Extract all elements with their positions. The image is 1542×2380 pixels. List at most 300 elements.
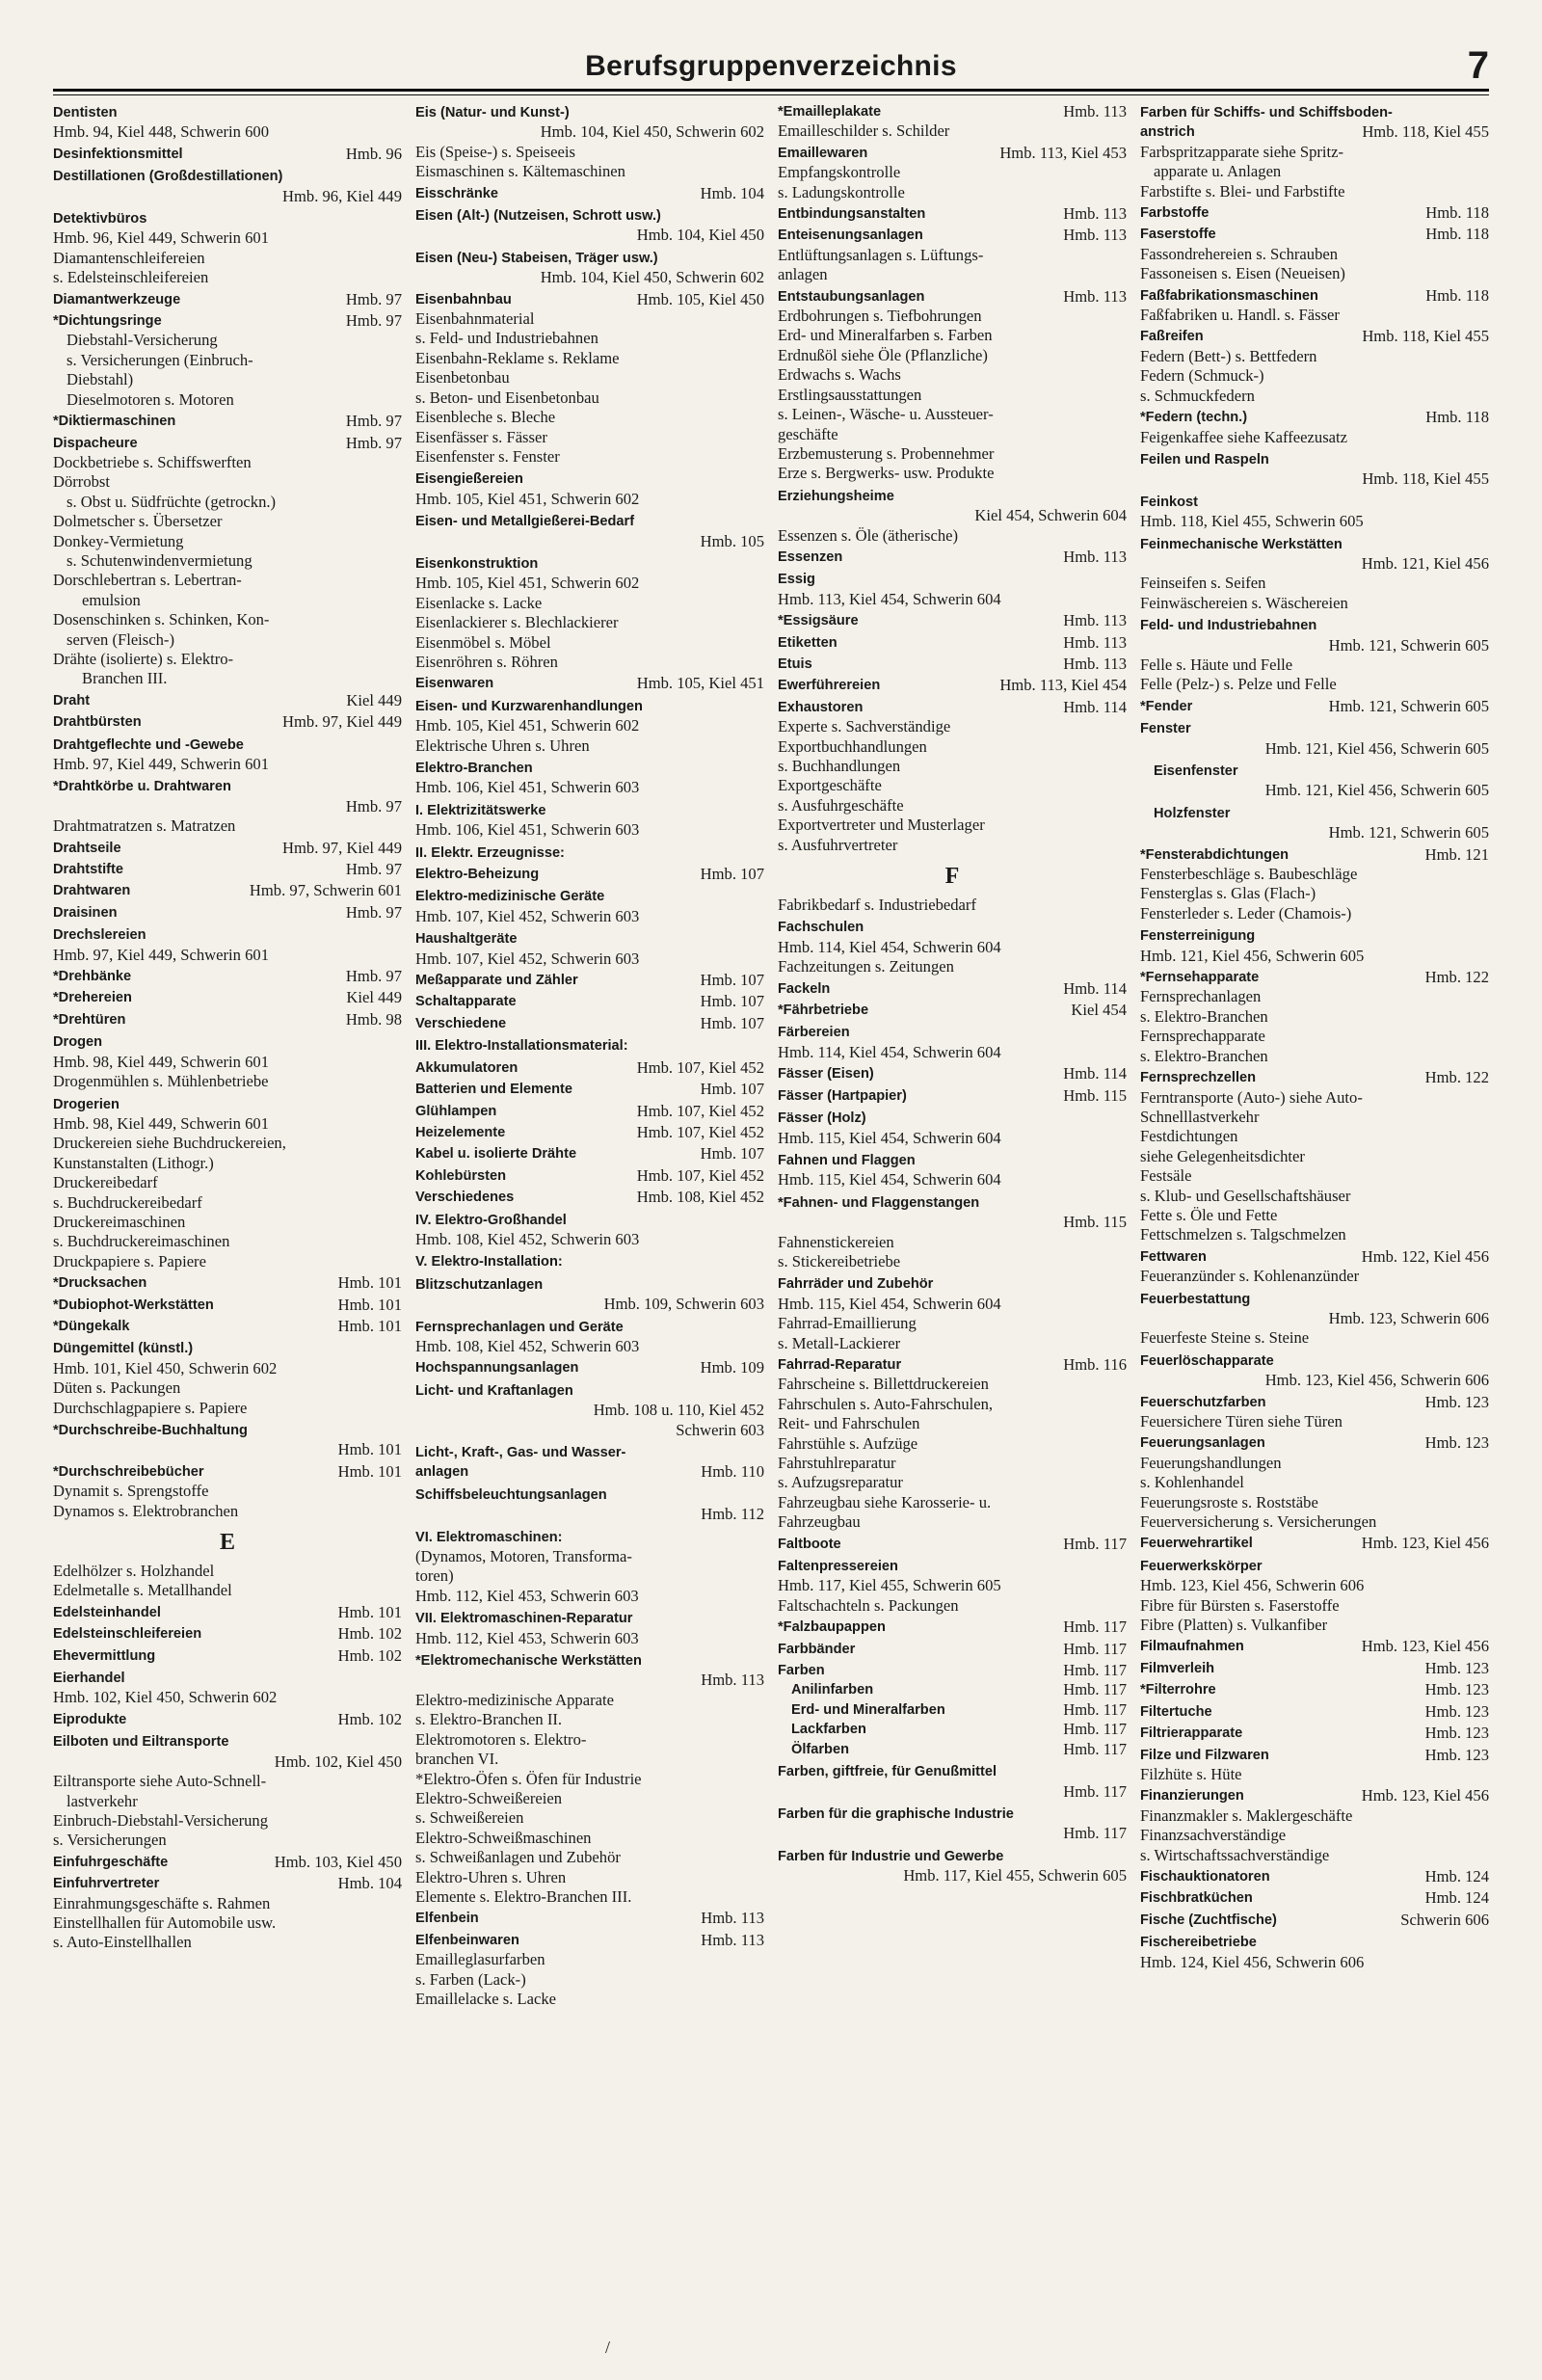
directory-entry	[415, 1144, 764, 1163]
entry-text: Feuersichere Türen siehe Türen	[1140, 1412, 1343, 1431]
directory-entry	[1140, 1433, 1489, 1532]
entry-line	[415, 696, 764, 716]
directory-entry	[415, 1484, 764, 1525]
entry-keyword: *Fensterabdichtungen	[1140, 846, 1289, 863]
directory-entry	[778, 1355, 1127, 1533]
entry-line	[415, 1829, 764, 1848]
entry-line	[53, 208, 402, 228]
entry-reference: Kiel 454, Schwerin 604	[974, 506, 1127, 525]
entry-line	[1140, 1724, 1489, 1743]
entry-keyword: *Drehereien	[53, 990, 132, 1006]
entry-line	[53, 1440, 402, 1459]
entry-line	[1140, 1088, 1489, 1108]
entry-text: Hmb. 94, Kiel 448, Schwerin 600	[53, 122, 269, 142]
entry-keyword: Faßfabrikationsmaschinen	[1140, 287, 1318, 304]
entry-keyword: anlagen	[415, 1464, 469, 1481]
entry-keyword: *Fender	[1140, 698, 1193, 714]
entry-text: Exportgeschäfte	[778, 776, 882, 795]
entry-line	[778, 1395, 1127, 1414]
entry-reference: Hmb. 117, Kiel 455, Schwerin 605	[903, 1866, 1127, 1885]
entry-line	[53, 1173, 402, 1192]
entry-line	[53, 1252, 402, 1271]
entry-reference: Hmb. 104, Kiel 450	[636, 226, 764, 245]
entry-line	[1140, 1786, 1489, 1805]
entry-text: s. Auto-Einstellhallen	[53, 1933, 192, 1952]
entry-keyword: Feinkost	[1140, 494, 1199, 510]
entry-keyword: Farben für Schiffs- und Schiffsboden-	[1140, 105, 1393, 120]
entry-line	[1140, 1289, 1489, 1309]
entry-text: Hmb. 105, Kiel 451, Schwerin 602	[415, 489, 640, 508]
entry-line	[1140, 492, 1489, 512]
entry-line	[53, 1502, 402, 1521]
entry-line	[778, 425, 1127, 444]
entry-keyword: Eisengießereien	[415, 471, 523, 488]
entry-reference: Hmb. 104, Kiel 450, Schwerin 602	[540, 122, 764, 142]
entry-line	[778, 1473, 1127, 1492]
entry-reference: Hmb. 117	[1063, 1720, 1127, 1739]
entry-text: Durchschlagpapiere s. Papiere	[53, 1398, 248, 1417]
entry-text: s. Ladungskontrolle	[778, 182, 905, 201]
directory-entry	[778, 1846, 1127, 1886]
entry-reference: Hmb. 107	[700, 971, 764, 990]
entry-line	[1140, 203, 1489, 223]
directory-column-2	[415, 102, 764, 2348]
entry-keyword: Eisenbahnbau	[415, 291, 512, 308]
directory-entry	[778, 1192, 1127, 1272]
entry-line	[778, 1192, 1127, 1213]
entry-reference: Hmb. 122	[1424, 1068, 1489, 1087]
entry-reference: Hmb. 117	[1063, 1661, 1127, 1680]
entry-line	[415, 248, 764, 268]
directory-entry	[1140, 225, 1489, 283]
entry-line	[778, 676, 1127, 695]
entry-text: Hmb. 106, Kiel 451, Schwerin 603	[415, 820, 640, 840]
entry-keyword: Farben für die graphische Industrie	[778, 1805, 1014, 1822]
entry-text: Elektro-medizinische Apparate	[415, 1690, 614, 1709]
entry-text: Hmb. 96, Kiel 449, Schwerin 601	[53, 228, 269, 248]
entry-text: Fibre für Bürsten s. Faserstoffe	[1140, 1595, 1340, 1615]
entry-keyword: Heizelemente	[415, 1124, 506, 1140]
entry-text: Fahrscheine s. Billettdruckereien	[778, 1375, 989, 1394]
entry-line	[53, 881, 402, 900]
entry-line	[1140, 803, 1489, 823]
entry-reference: Hmb. 113, Kiel 454	[999, 676, 1127, 695]
entry-reference: Hmb. 102	[337, 1645, 402, 1665]
entry-text: Dörrobst	[53, 472, 110, 492]
entry-line	[53, 512, 402, 531]
entry-keyword: Feuerbestattung	[1140, 1291, 1251, 1307]
entry-reference: Hmb. 114	[1063, 697, 1127, 716]
entry-text: Eisenbetonbau	[415, 368, 510, 388]
entry-reference: Hmb. 113	[1063, 654, 1127, 673]
entry-reference: Hmb. 110	[701, 1462, 764, 1482]
entry-line	[1140, 1027, 1489, 1046]
entry-keyword: Düngemittel (künstl.)	[53, 1341, 194, 1357]
entry-keyword: Feld- und Industriebahnen	[1140, 618, 1317, 634]
entry-line	[415, 1750, 764, 1769]
directory-entry	[415, 1909, 764, 1928]
directory-entry	[53, 881, 402, 900]
entry-text: Eisenlacke s. Lacke	[415, 593, 543, 612]
entry-reference: Hmb. 104, Kiel 450, Schwerin 602	[540, 268, 764, 287]
directory-column-4	[1140, 102, 1489, 2348]
entry-reference: Hmb. 101	[337, 1295, 402, 1314]
directory-entry	[415, 553, 764, 672]
entry-text: Edelhölzer s. Holzhandel	[53, 1562, 215, 1581]
entry-line	[1140, 182, 1489, 201]
directory-entry	[53, 903, 402, 923]
entry-line	[1140, 1371, 1489, 1390]
entry-reference: Hmb. 121, Schwerin 605	[1328, 696, 1489, 715]
entry-reference: Hmb. 117	[1063, 1781, 1127, 1801]
entry-line	[778, 776, 1127, 795]
entry-reference: Hmb. 96	[345, 144, 402, 163]
entry-line	[778, 1170, 1127, 1190]
entry-line	[1140, 1534, 1489, 1553]
entry-line	[778, 698, 1127, 717]
entry-keyword: Edelsteinschleifereien	[53, 1626, 202, 1643]
entry-line	[415, 1730, 764, 1750]
entry-text: Feuerversicherung s. Versicherungen	[1140, 1512, 1377, 1532]
entry-text: s. Elektro-Branchen	[1140, 1006, 1268, 1026]
directory-entry	[1140, 1786, 1489, 1865]
entry-text: Hmb. 101, Kiel 450, Schwerin 602	[53, 1358, 278, 1377]
entry-text: Hmb. 121, Kiel 456, Schwerin 605	[1140, 946, 1365, 965]
entry-line	[53, 571, 402, 590]
entry-line	[778, 796, 1127, 816]
entry-line	[53, 145, 402, 164]
entry-text: siehe Gelegenheitsdichter	[1140, 1146, 1305, 1165]
entry-text: Exportbuchhandlungen	[778, 736, 927, 756]
entry-line	[415, 800, 764, 820]
directory-entry	[1140, 1534, 1489, 1553]
entry-text: Filzhüte s. Hüte	[1140, 1764, 1242, 1783]
entry-text: Hmb. 114, Kiel 454, Schwerin 604	[778, 937, 1001, 956]
entry-line	[1140, 574, 1489, 593]
entry-line	[415, 162, 764, 181]
entry-keyword: Schaltapparate	[415, 994, 517, 1010]
entry-text: s. Wirtschaftssachverständige	[1140, 1845, 1330, 1864]
entry-line	[1140, 122, 1489, 142]
entry-reference: Hmb. 123, Kiel 456	[1361, 1637, 1489, 1656]
entry-line	[1140, 1247, 1489, 1267]
entry-line	[53, 453, 402, 472]
entry-line	[415, 490, 764, 509]
entry-line	[53, 839, 402, 858]
entry-text: Faßfabriken u. Handl. s. Fässer	[1140, 306, 1340, 325]
directory-entry	[1140, 925, 1489, 966]
entry-reference: Hmb. 122, Kiel 456	[1361, 1246, 1489, 1266]
entry-line	[1140, 347, 1489, 366]
entry-line	[1140, 1433, 1489, 1453]
entry-text: emulsion	[82, 590, 141, 609]
entry-line	[1140, 1473, 1489, 1492]
entry-line	[53, 1031, 402, 1052]
entry-text: Fensterleder s. Leder (Chamois-)	[1140, 903, 1352, 923]
entry-keyword: Destillationen (Großdestillationen)	[53, 169, 283, 185]
entry-line	[778, 1512, 1127, 1532]
entry-line	[1140, 1806, 1489, 1826]
directory-entry	[53, 988, 402, 1007]
entry-line	[53, 1359, 402, 1378]
entry-line	[53, 1853, 402, 1872]
entry-line	[53, 1913, 402, 1933]
entry-line	[1140, 1846, 1489, 1865]
entry-line	[778, 1761, 1127, 1781]
entry-reference: Hmb. 103, Kiel 450	[274, 1852, 402, 1871]
entry-text: apparate u. Anlagen	[1154, 162, 1282, 181]
entry-line	[778, 917, 1127, 937]
entry-text: Eisenlackierer s. Blechlackierer	[415, 613, 619, 632]
entry-line	[415, 1317, 764, 1337]
entry-reference: Hmb. 123	[1424, 1680, 1489, 1699]
entry-line	[415, 143, 764, 162]
entry-text: (Dynamos, Motoren, Transforma-	[415, 1547, 632, 1566]
entry-keyword: Filmaufnahmen	[1140, 1639, 1244, 1655]
entry-line	[778, 1454, 1127, 1473]
entry-text: Elemente s. Elektro-Branchen III.	[415, 1886, 632, 1906]
entry-line	[778, 464, 1127, 483]
directory-entry	[778, 1064, 1127, 1083]
entry-text: s. Beton- und Eisenbetonbau	[415, 388, 599, 407]
entry-line	[778, 938, 1127, 957]
entry-reference: Hmb. 107	[700, 1013, 764, 1032]
entry-text: Hmb. 97, Kiel 449, Schwerin 601	[53, 755, 269, 773]
entry-line	[415, 1080, 764, 1099]
entry-text: s. Kohlenhandel	[1140, 1473, 1244, 1492]
entry-line	[778, 979, 1127, 999]
entry-text: Dynamos s. Elektrobranchen	[53, 1501, 239, 1520]
entry-keyword: Drahtwaren	[53, 883, 131, 899]
entry-reference: Hmb. 107, Kiel 452	[636, 1122, 764, 1141]
directory-entry	[778, 1022, 1127, 1062]
entry-line	[1140, 1147, 1489, 1166]
directory-entry	[1140, 761, 1489, 801]
entry-text: Felle s. Häute und Felle	[1140, 655, 1293, 674]
entry-keyword: Drahtstifte	[53, 862, 123, 878]
entry-line	[1140, 718, 1489, 738]
directory-entry	[1140, 492, 1489, 532]
directory-entry	[1140, 1393, 1489, 1432]
entry-keyword: Fischbratküchen	[1140, 1890, 1253, 1907]
entry-keyword: Essenzen	[778, 548, 843, 565]
entry-keyword: Entstaubungsanlagen	[778, 288, 925, 305]
entry-line	[53, 816, 402, 836]
entry-line	[53, 1338, 402, 1358]
entry-text: Elektro-Schweißereien	[415, 1788, 563, 1807]
entry-line	[53, 1232, 402, 1251]
directory-entry	[1140, 697, 1489, 716]
entry-text: Eisenröhren s. Röhren	[415, 652, 558, 671]
entry-reference: Hmb. 107	[700, 865, 764, 884]
directory-entry	[53, 145, 402, 164]
entry-reference: Hmb. 102	[337, 1709, 402, 1728]
entry-line	[53, 551, 402, 571]
directory-entry	[415, 1527, 764, 1607]
entry-line	[415, 1770, 764, 1789]
entry-line	[53, 1894, 402, 1913]
entry-line	[415, 1358, 764, 1377]
entry-reference: Hmb. 107, Kiel 452	[636, 1101, 764, 1120]
entry-line	[53, 1668, 402, 1688]
entry-text: Elektro-Schweißmaschinen	[415, 1828, 592, 1847]
entry-keyword: Blitzschutzanlagen	[415, 1276, 544, 1293]
page-header	[53, 44, 1489, 89]
directory-entry	[415, 971, 764, 990]
directory-entry	[778, 144, 1127, 202]
entry-line	[778, 326, 1127, 345]
entry-line	[53, 1317, 402, 1336]
entry-reference: Hmb. 105, Kiel 451	[636, 674, 764, 693]
entry-text: Erdnußöl siehe Öle (Pflanzliche)	[778, 345, 988, 364]
entry-text: Schnelllastverkehr	[1140, 1107, 1260, 1126]
entry-line	[415, 653, 764, 672]
entry-line	[1140, 1225, 1489, 1244]
directory-entry	[415, 290, 764, 468]
directory-entry	[1140, 286, 1489, 326]
entry-reference: Hmb. 118	[1425, 203, 1489, 223]
directory-entry	[1140, 1289, 1489, 1349]
entry-line	[1140, 1454, 1489, 1473]
entry-reference: Hmb. 107, Kiel 452	[636, 1057, 764, 1077]
entry-line	[53, 1296, 402, 1315]
directory-entry	[1140, 1680, 1489, 1699]
entry-text: Essenzen s. Öle (ätherische)	[778, 525, 959, 545]
entry-keyword: Fahrrad-Reparatur	[778, 1356, 902, 1373]
entry-text: Fibre (Platten) s. Vulkanfiber	[1140, 1616, 1328, 1635]
directory-entry	[778, 698, 1127, 855]
entry-text: Diamantenschleifereien	[53, 248, 205, 267]
entry-line	[778, 183, 1127, 202]
directory-entry	[53, 102, 402, 143]
entry-line	[415, 1608, 764, 1628]
entry-line	[1140, 1309, 1489, 1328]
directory-entry	[53, 967, 402, 986]
entry-line	[1140, 947, 1489, 966]
entry-line	[415, 532, 764, 551]
entry-keyword: Draisinen	[53, 904, 118, 921]
entry-keyword: Farbstoffe	[1140, 205, 1210, 222]
entry-line	[415, 1990, 764, 2009]
entry-keyword: *Federn (techn.)	[1140, 410, 1248, 426]
entry-reference: Hmb. 113	[701, 1930, 764, 1949]
entry-reference: Hmb. 104	[700, 183, 764, 202]
entry-keyword: I. Elektrizitätswerke	[415, 802, 546, 818]
entry-reference: Hmb. 107, Kiel 452	[636, 1165, 764, 1185]
entry-keyword: Eis (Natur- und Kunst-)	[415, 105, 570, 120]
entry-line	[415, 674, 764, 693]
entry-text: s. Elektro-Branchen	[1140, 1046, 1268, 1065]
entry-line	[778, 717, 1127, 736]
entry-keyword: Fachschulen	[778, 920, 864, 936]
entry-line	[415, 1337, 764, 1356]
directory-entry	[415, 1166, 764, 1186]
entry-keyword: Filze und Filzwaren	[1140, 1747, 1269, 1763]
entry-line	[415, 122, 764, 142]
entry-line	[53, 1420, 402, 1440]
entry-line	[53, 268, 402, 287]
entry-keyword: *Drahtkörbe u. Drahtwaren	[53, 779, 231, 795]
entry-text: Dynamit s. Sprengstoffe	[53, 1482, 209, 1501]
section-letter: E	[219, 1530, 235, 1556]
entry-reference: Hmb. 117	[1063, 1739, 1127, 1758]
entry-line	[53, 1624, 402, 1644]
entry-keyword: Finanzierungen	[1140, 1788, 1244, 1805]
entry-text: Hmb. 102, Kiel 450, Schwerin 602	[53, 1688, 278, 1707]
entry-text: Hmb. 118, Kiel 455, Schwerin 605	[1140, 512, 1364, 531]
footer-mark: /	[605, 2338, 611, 2357]
entry-text: Dolmetscher s. Übersetzer	[53, 512, 223, 531]
entry-line	[53, 1562, 402, 1581]
entry-reference: Hmb. 96, Kiel 449	[282, 186, 402, 205]
entry-line	[778, 1086, 1127, 1106]
entry-line	[415, 992, 764, 1011]
entry-reference: Hmb. 97, Schwerin 601	[249, 881, 402, 900]
directory-entry	[778, 1535, 1127, 1554]
entry-line	[53, 1482, 402, 1501]
entry-line	[1140, 1867, 1489, 1886]
entry-reference: Hmb. 122	[1424, 968, 1489, 987]
directory-entry	[53, 1338, 402, 1418]
entry-text: Fabrikbedarf s. Industriebedarf	[778, 896, 976, 915]
entry-keyword: Fässer (Hartpapier)	[778, 1087, 907, 1104]
entry-reference: Hmb. 117	[1063, 1618, 1127, 1637]
entry-line	[53, 988, 402, 1007]
entry-line	[415, 184, 764, 203]
entry-line	[1140, 865, 1489, 884]
entry-reference: Hmb. 118	[1425, 285, 1489, 305]
directory-entry	[778, 204, 1127, 224]
entry-line	[53, 166, 402, 186]
entry-text: Hmb. 113, Kiel 454, Schwerin 604	[778, 589, 1001, 608]
entry-line	[778, 1680, 1127, 1699]
entry-line	[778, 526, 1127, 546]
entry-line	[53, 735, 402, 755]
entry-line	[415, 349, 764, 368]
entry-keyword: Batterien und Elemente	[415, 1082, 572, 1098]
entry-keyword: Kohlebürsten	[415, 1167, 507, 1184]
entry-line	[1140, 1108, 1489, 1127]
entry-line	[778, 144, 1127, 163]
entry-line	[415, 428, 764, 447]
entry-line	[415, 1251, 764, 1271]
entry-text: Erd- und Mineralfarben s. Farben	[778, 326, 993, 345]
directory-entry	[778, 1556, 1127, 1616]
entry-line	[778, 957, 1127, 976]
entry-line	[53, 1273, 402, 1293]
entry-text: s. Feld- und Industriebahnen	[415, 329, 598, 348]
directory-entry	[415, 842, 764, 863]
entry-text: s. Obst u. Südfrüchte (getrockn.)	[66, 492, 277, 511]
entry-line	[53, 472, 402, 492]
entry-line	[415, 1144, 764, 1163]
entry-line	[778, 1434, 1127, 1454]
entry-text: Hmb. 105, Kiel 451, Schwerin 602	[415, 716, 640, 735]
entry-line	[53, 1378, 402, 1398]
entry-keyword: Feuerschutzfarben	[1140, 1394, 1266, 1410]
entry-line	[415, 971, 764, 990]
directory-entry	[1140, 615, 1489, 695]
entry-line	[778, 287, 1127, 307]
directory-entry	[415, 248, 764, 288]
entry-line	[1140, 761, 1489, 781]
directory-entry	[778, 102, 1127, 142]
entry-line	[778, 1043, 1127, 1062]
entry-keyword: Fischauktionatoren	[1140, 1868, 1270, 1885]
entry-line	[415, 633, 764, 653]
entry-line	[53, 1603, 402, 1622]
entry-keyword: *Dichtungsringe	[53, 313, 162, 330]
